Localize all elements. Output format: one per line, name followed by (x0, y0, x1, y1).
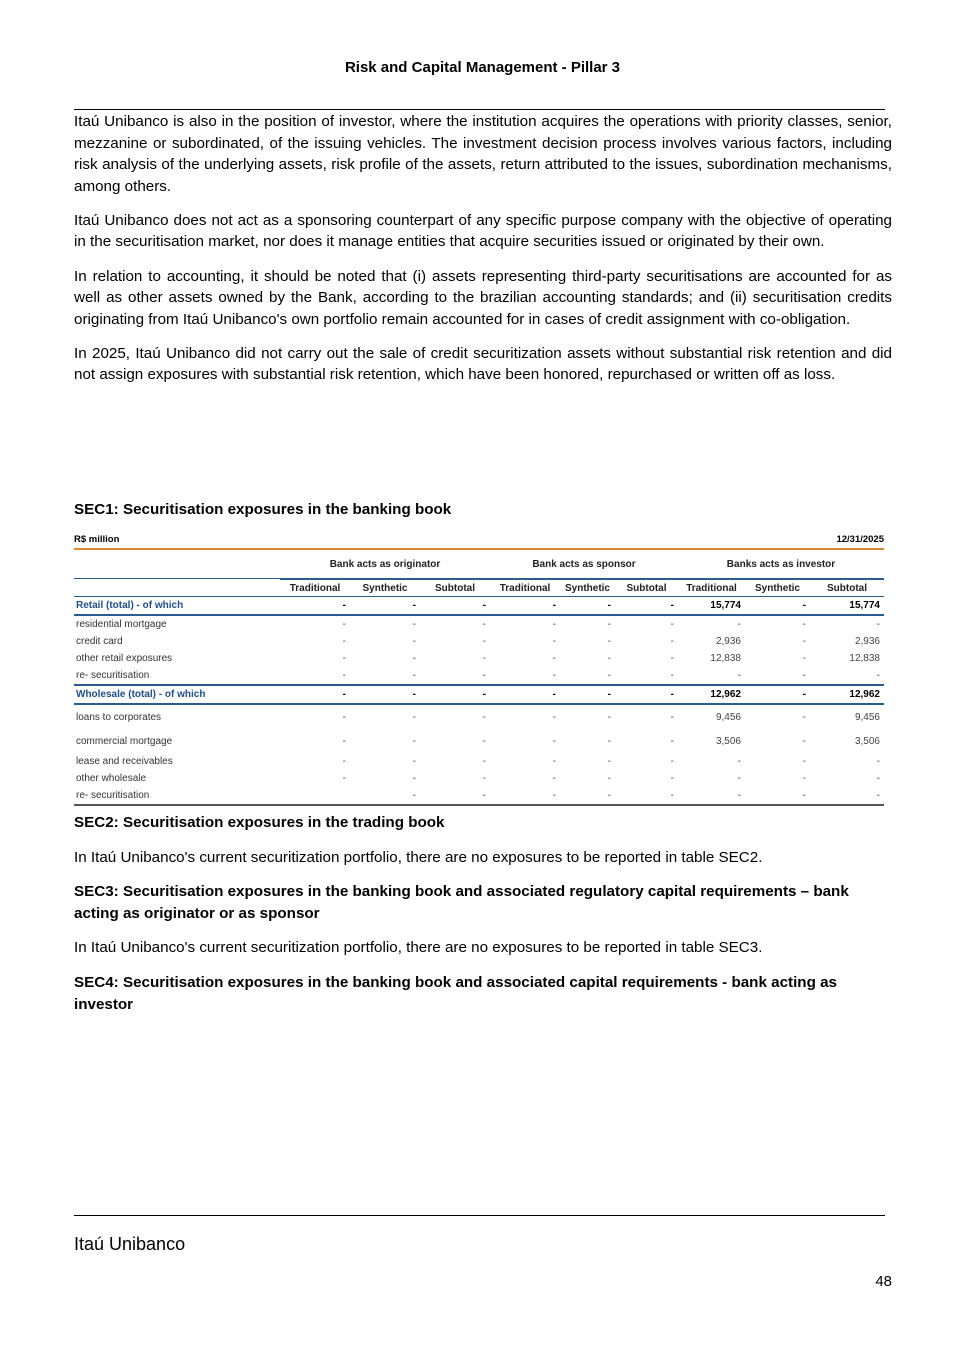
table-cell: - (552, 689, 556, 700)
table-cell: - (412, 636, 416, 647)
table-row (74, 770, 884, 787)
table-cell: - (607, 735, 611, 747)
sec2-title: SEC2: Securitisation exposures in the trading book (74, 814, 445, 831)
table-cell: - (670, 636, 674, 647)
group-investor: Banks acts as investor (726, 558, 836, 570)
table-cell: - (876, 670, 880, 681)
table-cell: - (607, 756, 611, 767)
table-cell: - (670, 756, 674, 767)
row-label: commercial mortgage (76, 735, 173, 747)
table-cell: - (412, 689, 416, 700)
table-cell: - (670, 790, 674, 801)
table-cell: - (607, 790, 611, 801)
table-cell: - (552, 790, 556, 801)
table-cell: - (552, 636, 556, 647)
table-row (74, 787, 884, 806)
table-cell: - (802, 773, 806, 784)
table-row (74, 597, 884, 616)
column-header: Subtotal (827, 582, 867, 594)
table-cell: - (482, 653, 486, 664)
table-cell: - (552, 756, 556, 767)
group-sponsor: Bank acts as sponsor (532, 558, 636, 570)
intro-text (74, 111, 892, 399)
page-header: Risk and Capital Management - Pillar 3 (344, 59, 621, 76)
table-cell: - (670, 735, 674, 747)
column-header: Subtotal (435, 582, 475, 594)
table-cell: 2,936 (854, 636, 880, 647)
row-label: re- securitisation (76, 790, 150, 801)
group-originator: Bank acts as originator (329, 558, 441, 570)
table-cell: - (552, 600, 556, 611)
table-cell: - (607, 711, 611, 723)
table-cell: - (802, 711, 806, 723)
table-cell: - (342, 670, 346, 681)
table-cell: 9,456 (715, 711, 741, 723)
table-cell: - (482, 773, 486, 784)
table-cell: - (482, 670, 486, 681)
row-label: credit card (76, 636, 123, 647)
table-cell: - (670, 689, 674, 700)
table-cell: - (737, 790, 741, 801)
table-cell: - (802, 756, 806, 767)
table-row (74, 753, 884, 770)
table-cell: - (607, 619, 611, 630)
table-cell: - (737, 756, 741, 767)
page-number: 48 (875, 1273, 892, 1290)
table-cell: 3,506 (715, 735, 741, 747)
sec1-table (74, 534, 884, 806)
table-cell: - (342, 619, 346, 630)
sec3-title: SEC3: Securitisation exposures in the banking book and associated regulatory capital requirements – bank acting as originator or as sponsor (74, 883, 849, 922)
table-cell: - (607, 670, 611, 681)
table-cell: - (737, 670, 741, 681)
table-cell: - (412, 711, 416, 723)
table-cell: - (607, 636, 611, 647)
sec4-title: SEC4: Securitisation exposures in the banking book and associated capital requirements - bank acting as investor (74, 974, 837, 1013)
table-cell: - (482, 735, 486, 747)
table-cell: - (876, 619, 880, 630)
sec3-text: In Itaú Unibanco's current securitization portfolio, there are no exposures to be reported in table SEC3. (74, 939, 763, 956)
table-cell: - (412, 790, 416, 801)
paragraph: In 2025, Itaú Unibanco did not carry out the sale of credit securitization assets without substantial risk retention and did not assign exposures with substantial risk retention, which have been honored, repurchased or written off as loss. (74, 344, 892, 384)
date-label: 12/31/2025 (836, 534, 884, 545)
table-cell: - (670, 711, 674, 723)
table-cell: 12,962 (710, 689, 741, 700)
table-cell: - (670, 670, 674, 681)
table-cell: - (670, 773, 674, 784)
table-cell: - (482, 600, 486, 611)
table-cell: 3,506 (854, 735, 880, 747)
table-cell: - (482, 790, 486, 801)
table-cell: - (412, 670, 416, 681)
table-cell: - (342, 711, 346, 723)
row-label: Wholesale (total) - of which (76, 689, 206, 700)
table-cell: - (552, 773, 556, 784)
sec1-title: SEC1: Securitisation exposures in the banking book (74, 501, 452, 518)
table-cell: - (552, 670, 556, 681)
table-row (74, 686, 884, 705)
table-cell: - (482, 711, 486, 723)
table-cell: - (482, 619, 486, 630)
table-cell: 12,838 (849, 653, 880, 664)
sec2-text: In Itaú Unibanco's current securitization portfolio, there are no exposures to be reported in table SEC2. (74, 849, 763, 866)
table-cell: - (607, 689, 611, 700)
table-cell: 2,936 (715, 636, 741, 647)
table-row (74, 616, 884, 633)
table-row (74, 729, 884, 753)
table-cell: - (412, 773, 416, 784)
row-label: other wholesale (76, 773, 147, 784)
table-cell: - (802, 689, 806, 700)
table-cell: - (876, 756, 880, 767)
paragraph: In relation to accounting, it should be noted that (i) assets representing third-party securitisations are accounted for as well as other assets owned by the Bank, according to the brazilian accounting standards; and (ii) securitisation credits originating from Itaú Unibanco's own portfolio remain accounted for in cases of credit assignment with co-obligation. (74, 267, 892, 328)
row-label: Retail (total) - of which (76, 600, 184, 611)
column-header: Synthetic (754, 582, 800, 594)
table-cell: - (737, 773, 741, 784)
table-cell: - (342, 689, 346, 700)
column-header: Traditional (499, 582, 551, 594)
table-cell: - (802, 790, 806, 801)
row-label: loans to corporates (76, 711, 162, 723)
table-cell: - (482, 636, 486, 647)
table-cell: - (412, 756, 416, 767)
table-cell: - (342, 756, 346, 767)
table-row (74, 705, 884, 729)
table-cell: - (670, 619, 674, 630)
table-cell: - (412, 619, 416, 630)
table-cell: - (482, 689, 486, 700)
table-cell: - (737, 619, 741, 630)
table-cell: - (552, 735, 556, 747)
unit-label: R$ million (74, 534, 120, 545)
column-header: Traditional (289, 582, 341, 594)
column-header: Subtotal (626, 582, 667, 594)
row-label: lease and receivables (76, 756, 173, 767)
table-cell: - (342, 636, 346, 647)
table-cell: - (876, 773, 880, 784)
table-cell: - (607, 773, 611, 784)
table-cell: - (552, 653, 556, 664)
table-cell: - (876, 790, 880, 801)
column-header-spacer (74, 579, 280, 595)
row-label: other retail exposures (76, 653, 173, 664)
column-header: Synthetic (564, 582, 610, 594)
table-cell: - (342, 773, 346, 784)
table-cell: - (670, 600, 674, 611)
paragraph: Itaú Unibanco does not act as a sponsoring counterpart of any specific purpose company with the objective of operating in the securitisation market, nor does it manage entities that acquire securities issued or originated by their own. (74, 211, 892, 251)
header-rule (74, 109, 885, 110)
table-cell: - (482, 756, 486, 767)
table-cell: - (412, 653, 416, 664)
table-row (74, 667, 884, 686)
column-header: Traditional (686, 582, 737, 594)
table-cell: - (342, 653, 346, 664)
column-header: Synthetic (362, 582, 408, 594)
table-cell: - (802, 600, 806, 611)
footer-company: Itaú Unibanco (74, 1234, 186, 1254)
table-cell: - (342, 600, 346, 611)
table-cell: - (802, 653, 806, 664)
table-cell: 9,456 (854, 711, 880, 723)
table-cell: - (412, 600, 416, 611)
table-cell: - (802, 670, 806, 681)
table-cell: 15,774 (710, 600, 741, 611)
table-row (74, 633, 884, 650)
table-cell: - (802, 619, 806, 630)
table-cell: - (552, 711, 556, 723)
table-cell: 15,774 (849, 600, 880, 611)
table-cell: 12,962 (849, 689, 880, 700)
paragraph: Itaú Unibanco is also in the position of investor, where the institution acquires the operations with priority classes, senior, mezzanine or subordinated, of the issuing vehicles. The investment decision process involves various factors, including risk analysis of the underlying assets, risk profile of the assets, return attributed to the issues, subordination mechanisms, among others. (74, 113, 892, 195)
table-row (74, 650, 884, 667)
row-label: residential mortgage (76, 619, 167, 630)
table-cell: - (342, 735, 346, 747)
row-label: re- securitisation (76, 670, 150, 681)
table-cell: - (670, 653, 674, 664)
table-cell: - (552, 619, 556, 630)
table-cell: - (412, 735, 416, 747)
table-cell: - (607, 653, 611, 664)
footer-rule (74, 1215, 885, 1216)
table-cell: - (802, 735, 806, 747)
table-cell: - (802, 636, 806, 647)
table-cell: 12,838 (710, 653, 741, 664)
table-cell: - (607, 600, 611, 611)
